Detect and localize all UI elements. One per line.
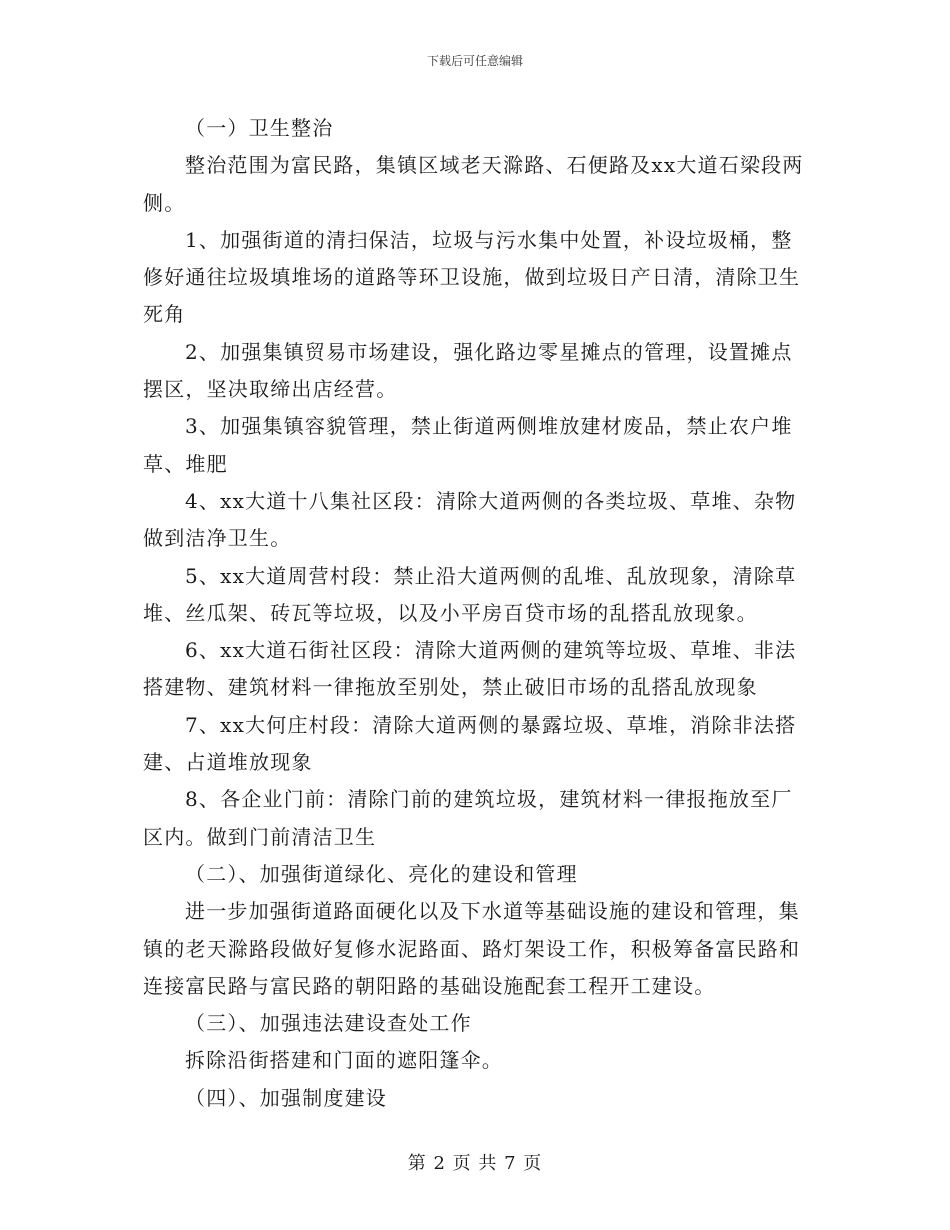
paragraph-scope: 整治范围为富民路，集镇区域老天滁路、石便路及xx大道石梁段两侧。 <box>143 153 804 215</box>
list-item-2: 2、加强集镇贸易市场建设，强化路边零星摊点的管理，设置摊点摆区，坚决取缔出店经营。 <box>143 339 793 402</box>
paragraph-demolition: 拆除沿街搭建和门面的遮阳篷伞。 <box>185 1048 503 1073</box>
list-item-8: 8、各企业门前：清除门前的建筑垃圾，建筑材料一律报拖放至厂区内。做到门前清洁卫生 <box>143 787 793 849</box>
section-heading-institutions: （四）、加强制度建设 <box>185 1085 387 1110</box>
list-item-7: 7、xx大何庄村段：清除大道两侧的暴露垃圾、草堆，消除非法搭建、占道堆放现象 <box>143 712 797 775</box>
section-heading-greening: （二）、加强街道绿化、亮化的建设和管理 <box>185 861 578 886</box>
list-item-5: 5、xx大道周营村段：禁止沿大道两侧的乱堆、乱放现象，清除草堆、丝瓜架、砖瓦等垃圾，以及小平房百贷市场的乱搭乱放现象。 <box>143 563 797 625</box>
document-body <box>143 110 809 1117</box>
section-heading-illegal-construction: （三）、加强违法建设查处工作 <box>185 1011 472 1036</box>
list-item-3: 3、加强集镇容貌管理，禁止街道两侧堆放建材废品，禁止农户堆草、堆肥 <box>143 414 793 476</box>
section-heading-sanitation: （一）卫生整治 <box>185 116 334 140</box>
list-item-4: 4、xx大道十八集社区段：清除大道两侧的各类垃圾、草堆、杂物做到洁净卫生。 <box>143 488 797 551</box>
list-item-6: 6、xx大道石街社区段：清除大道两侧的建筑等垃圾、草堆、非法搭建物、建筑材料一律拖放至别处，禁止破旧市场的乱搭乱放现象 <box>143 638 797 700</box>
paragraph-infrastructure: 进一步加强街道路面硬化以及下水道等基础设施的建设和管理，集镇的老天滁路段做好复修水泥路面、路灯架设工作，积极筹备富民路和连接富民路与富民路的朝阳路的基础设施配套工程开工建设。 <box>143 899 801 998</box>
page-header-note: 下载后可任意编辑 <box>426 54 523 68</box>
list-item-1: 1、加强街道的清扫保洁，垃圾与污水集中处置，补设垃圾桶，整修好通往垃圾填堆场的道路等环卫设施，做到垃圾日产日清，清除卫生死角 <box>143 227 801 327</box>
page-number-footer: 第 2 页 共 7 页 <box>407 1153 543 1174</box>
